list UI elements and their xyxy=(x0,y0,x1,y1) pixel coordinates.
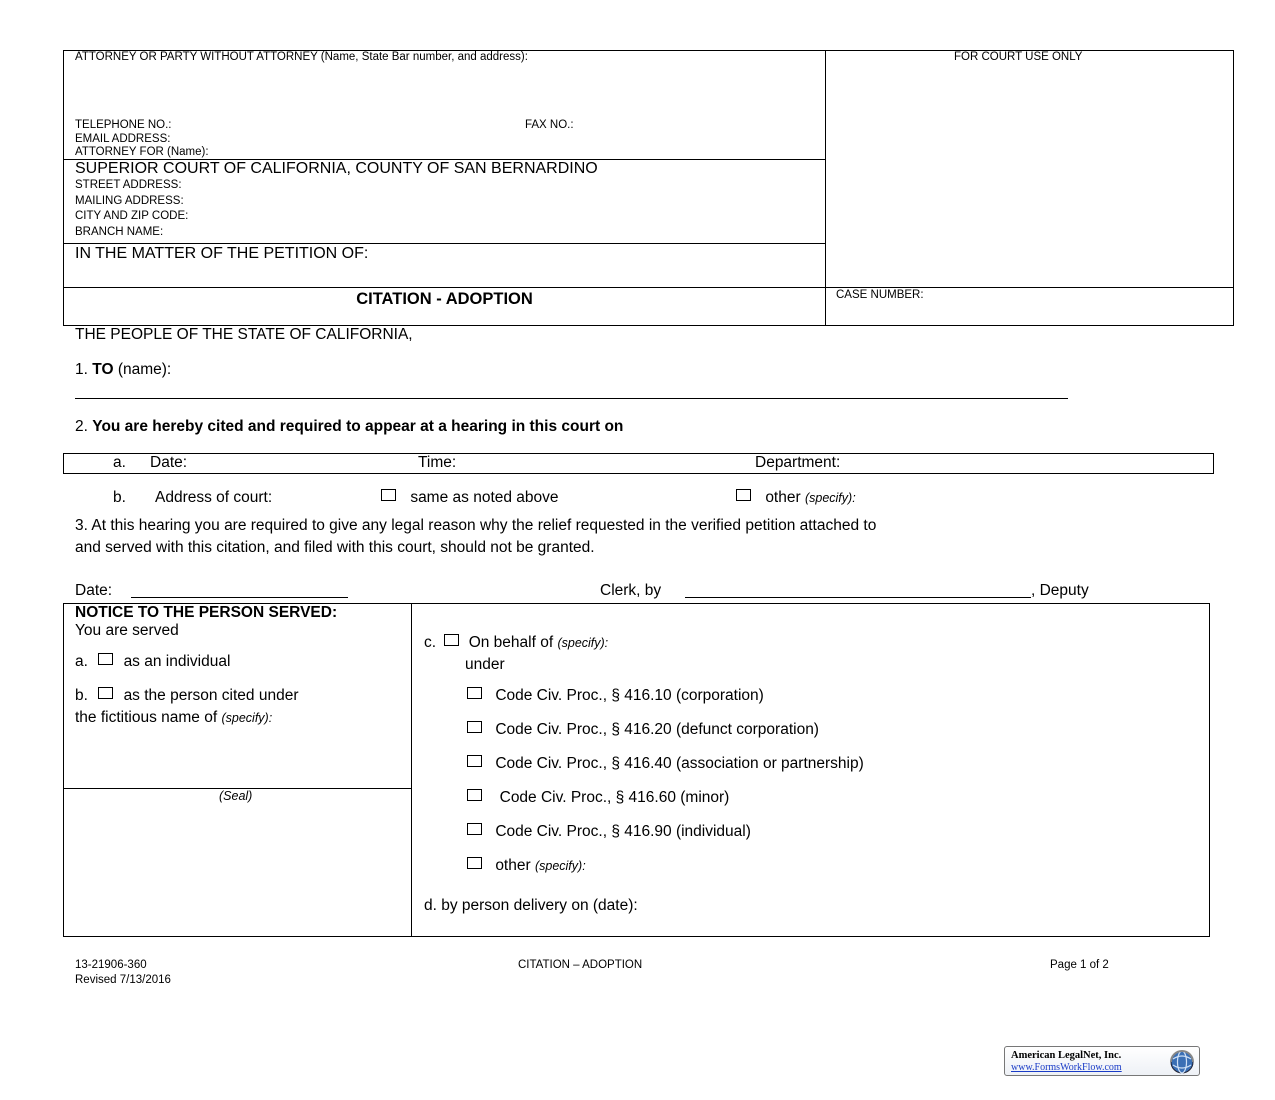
same-as-above-option[interactable] xyxy=(381,489,559,507)
item-2-number: 2. xyxy=(75,418,88,435)
item-2 xyxy=(75,418,623,436)
code-other-checkbox[interactable] xyxy=(467,857,482,869)
footer-title: CITATION – ADOPTION xyxy=(518,959,643,971)
code-option-416-40[interactable] xyxy=(467,755,864,773)
code-option-416-10[interactable] xyxy=(467,687,764,705)
seal-label: (Seal) xyxy=(219,789,253,803)
item-3-line-2: and served with this citation, and filed with this court, should not be granted. xyxy=(75,539,595,556)
option-a-checkbox[interactable] xyxy=(98,653,113,665)
code-option-416-20[interactable] xyxy=(467,721,819,739)
form-title: CITATION - ADOPTION xyxy=(356,290,533,308)
option-c-checkbox[interactable] xyxy=(444,634,459,646)
divider xyxy=(63,287,1234,288)
clerk-blank[interactable] xyxy=(685,582,1031,598)
item-3-line-1: 3. At this hearing you are required to give any legal reason why the relief requested in the verified petition attached to xyxy=(75,517,877,534)
same-as-above-label: same as noted above xyxy=(410,489,559,506)
name-blank-line[interactable] xyxy=(75,398,1068,399)
court-use-box xyxy=(825,50,1234,326)
code-other-label: other xyxy=(495,857,531,874)
court-use-label: FOR COURT USE ONLY xyxy=(954,51,1083,63)
option-b-line-2 xyxy=(75,709,272,727)
hearing-time-label[interactable]: Time: xyxy=(418,454,457,471)
seal-box xyxy=(63,788,412,937)
notice-served: You are served xyxy=(75,622,179,639)
option-c-label: On behalf of xyxy=(468,634,554,651)
address-of-court-label: Address of court: xyxy=(155,489,273,506)
item-1 xyxy=(75,361,171,379)
code-option-416-90[interactable] xyxy=(467,823,751,841)
matter-label: IN THE MATTER OF THE PETITION OF: xyxy=(75,245,369,262)
notice-divider xyxy=(411,603,412,937)
hearing-date-label[interactable]: Date: xyxy=(150,454,188,471)
delivery-date-label[interactable]: d. by person delivery on (date): xyxy=(424,897,638,914)
code-option-other[interactable] xyxy=(467,857,586,875)
attorney-label: ATTORNEY OR PARTY WITHOUT ATTORNEY (Name, State Bar number, and address): xyxy=(75,51,528,63)
street-address-label: STREET ADDRESS: xyxy=(75,179,182,191)
code-416-10-label: Code Civ. Proc., § 416.10 (corporation) xyxy=(495,687,764,704)
other-address-label: other xyxy=(765,489,801,506)
mailing-address-label: MAILING ADDRESS: xyxy=(75,195,184,207)
globe-icon xyxy=(1169,1049,1195,1075)
hearing-date-row xyxy=(63,453,1214,474)
page-number: Page 1 of 2 xyxy=(1050,959,1109,971)
code-416-60-label: Code Civ. Proc., § 416.60 (minor) xyxy=(495,789,730,806)
item-2-text: You are hereby cited and required to appear at a hearing in this court on xyxy=(92,418,624,435)
option-b-letter: b. xyxy=(75,687,88,704)
code-416-20-checkbox[interactable] xyxy=(467,721,482,733)
revised-date: Revised 7/13/2016 xyxy=(75,974,171,986)
option-a-label: as an individual xyxy=(123,653,231,670)
attorney-for-label: ATTORNEY FOR (Name): xyxy=(75,146,209,158)
notice-title: NOTICE TO THE PERSON SERVED: xyxy=(75,604,338,621)
option-b-fictitious: the fictitious name of xyxy=(75,709,218,726)
notice-option-b[interactable] xyxy=(75,687,298,705)
item-1-name-label: (name): xyxy=(117,361,172,378)
logo-url[interactable]: www.FormsWorkFlow.com xyxy=(1011,1062,1122,1073)
option-c-specify: (specify): xyxy=(557,636,609,650)
hearing-department-label[interactable]: Department: xyxy=(755,454,841,471)
code-416-90-checkbox[interactable] xyxy=(467,823,482,835)
logo-company: American LegalNet, Inc. xyxy=(1011,1050,1122,1061)
code-416-20-label: Code Civ. Proc., § 416.20 (defunct corporation) xyxy=(495,721,819,738)
branch-name-label: BRANCH NAME: xyxy=(75,226,164,238)
clerk-label: Clerk, by xyxy=(600,582,662,599)
city-zip-label: CITY AND ZIP CODE: xyxy=(75,210,189,222)
email-label: EMAIL ADDRESS: xyxy=(75,133,171,145)
option-b-specify: (specify): xyxy=(221,711,273,725)
item-1-to: TO xyxy=(92,361,114,378)
option-a-letter: a. xyxy=(75,653,88,670)
deputy-label: , Deputy xyxy=(1031,582,1089,599)
other-address-option[interactable] xyxy=(736,489,856,507)
code-other-specify: (specify): xyxy=(534,859,586,873)
code-option-416-60[interactable] xyxy=(467,789,729,807)
other-address-specify: (specify): xyxy=(804,491,856,505)
signature-date-blank[interactable] xyxy=(131,582,348,598)
notice-option-c[interactable] xyxy=(424,634,608,652)
legalnet-logo[interactable] xyxy=(1004,1046,1200,1076)
same-as-above-checkbox[interactable] xyxy=(381,489,396,501)
code-416-40-label: Code Civ. Proc., § 416.40 (association or partnership) xyxy=(495,755,864,772)
people-line: THE PEOPLE OF THE STATE OF CALIFORNIA, xyxy=(75,326,413,343)
address-row-letter: b. xyxy=(113,489,126,506)
code-416-90-label: Code Civ. Proc., § 416.90 (individual) xyxy=(495,823,751,840)
telephone-label: TELEPHONE NO.: xyxy=(75,119,172,131)
code-416-40-checkbox[interactable] xyxy=(467,755,482,767)
under-label: under xyxy=(465,656,505,673)
option-b-checkbox[interactable] xyxy=(98,687,113,699)
fax-label: FAX NO.: xyxy=(525,119,574,131)
option-b-label: as the person cited under xyxy=(123,687,299,704)
court-name: SUPERIOR COURT OF CALIFORNIA, COUNTY OF SAN BERNARDINO xyxy=(75,160,598,177)
code-416-60-checkbox[interactable] xyxy=(467,789,482,801)
other-address-checkbox[interactable] xyxy=(736,489,751,501)
signature-date-label: Date: xyxy=(75,582,113,599)
divider xyxy=(63,243,826,244)
notice-option-a[interactable] xyxy=(75,653,230,671)
code-416-10-checkbox[interactable] xyxy=(467,687,482,699)
case-number-label: CASE NUMBER: xyxy=(836,289,924,301)
option-c-letter: c. xyxy=(424,634,437,651)
item-1-number: 1. xyxy=(75,361,88,378)
form-number: 13-21906-360 xyxy=(75,959,147,971)
date-row-letter: a. xyxy=(113,454,126,471)
